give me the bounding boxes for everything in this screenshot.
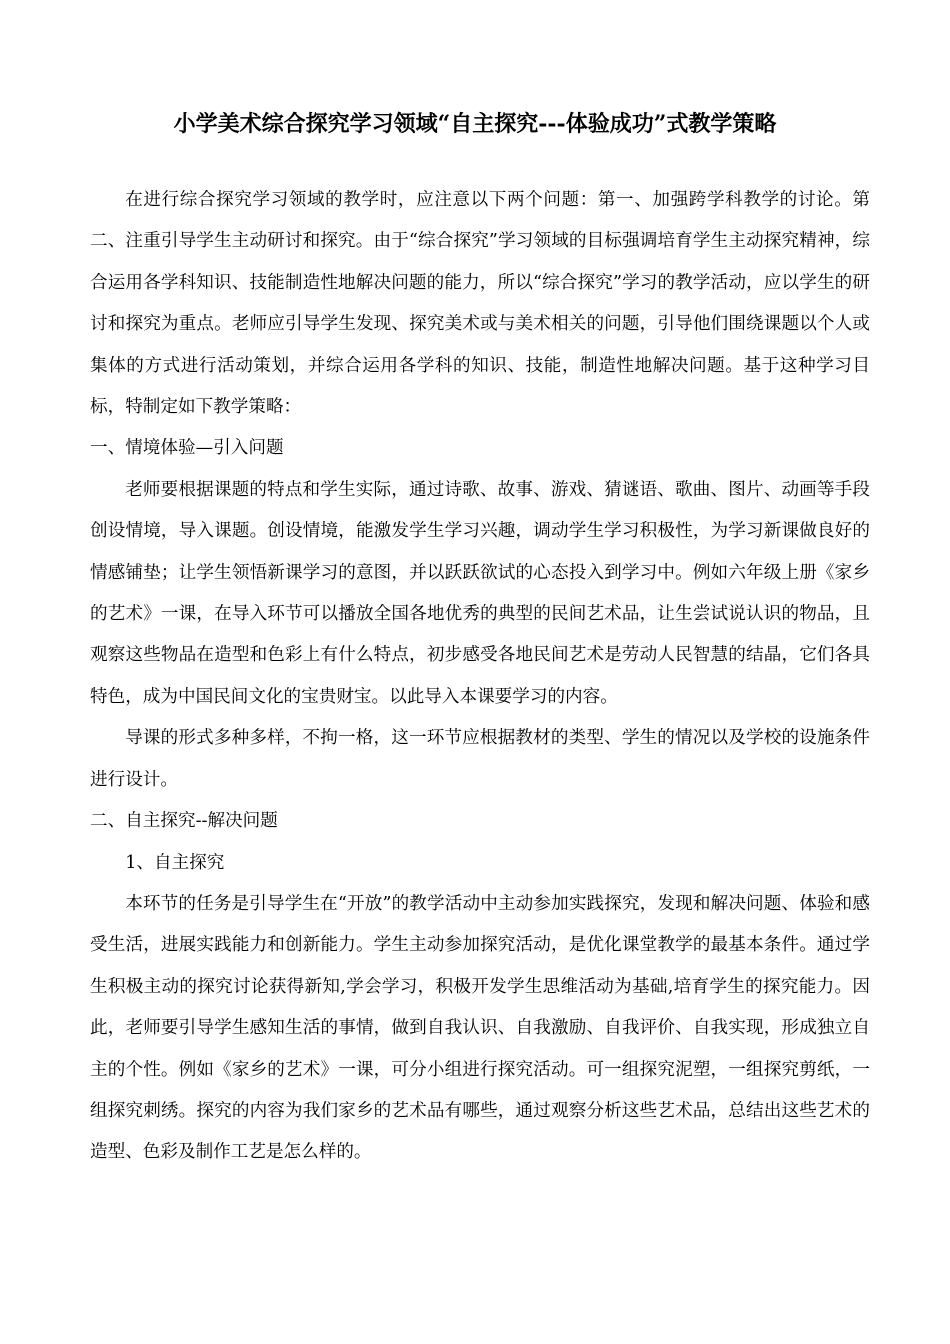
- paragraph-lead-in: 导课的形式多种多样，不拘一格，这一环节应根据教材的类型、学生的情况以及学校的设施条件进行设计。: [90, 728, 870, 790]
- paragraph-intro: 在进行综合探究学习领域的教学时，应注意以下两个问题：第一、加强跨学科教学的讨论。第二、注重引导学生主动研讨和探究。由于“综合探究”学习领域的目标强调培育学生主动探究精神，综合运用各学科知识、技能制造性地解决问题的能力，所以“综合探究”学习的教学活动，应以学生的研讨和探究为重点。老师应引导学生发现、探究美术或与美术相关的问题，引导他们围绕课题以个人或集体的方式进行活动策划，并综合运用各学科的知识、技能，制造性地解决问题。基于这种学习目标，特制定如下教学策略：: [90, 190, 870, 418]
- section-heading-2: 二、自主探究--解决问题: [90, 811, 278, 832]
- paragraph-exploration: 本环节的任务是引导学生在“开放”的教学活动中主动参加实践探究，发现和解决问题、体验和感受生活，进展实践能力和创新能力。学生主动参加探究活动，是优化课堂教学的最基本条件。通过学生积极主动的探究讨论获得新知,学会学习，积极开发学生思维活动为基础,培育学生的探究能力。因此，老师要引导学生感知生活的事情，做到自我认识、自我激励、自我评价、自我实现，形成独立自主的个性。例如《家乡的艺术》一课，可分小组进行探究活动。可一组探究泥塑，一组探究剪纸，一组探究刺绣。探究的内容为我们家乡的艺术品有哪些，通过观察分析这些艺术品，总结出这些艺术的造型、色彩及制作工艺是怎么样的。: [90, 893, 870, 1163]
- section-heading-1: 一、情境体验—引入问题: [90, 438, 284, 459]
- document-body: [90, 180, 870, 1174]
- subsection-heading-1: 1、自主探究: [125, 852, 225, 873]
- document-title: 小学美术综合探究学习领域“自主探究---体验成功”式教学策略: [173, 111, 777, 137]
- paragraph-situation: 老师要根据课题的特点和学生实际，通过诗歌、故事、游戏、猜谜语、歌曲、图片、动画等手段创设情境，导入课题。创设情境，能激发学生学习兴趣，调动学生学习积极性，为学习新课做良好的情感铺垫；让学生领悟新课学习的意图，并以跃跃欲试的心态投入到学习中。例如六年级上册《家乡的艺术》一课，在导入环节可以播放全国各地优秀的典型的民间艺术品，让生尝试说认识的物品，且观察这些物品在造型和色彩上有什么特点，初步感受各地民间艺术是劳动人民智慧的结晶，它们各具特色，成为中国民间文化的宝贵财宝。以此导入本课要学习的内容。: [90, 479, 870, 707]
